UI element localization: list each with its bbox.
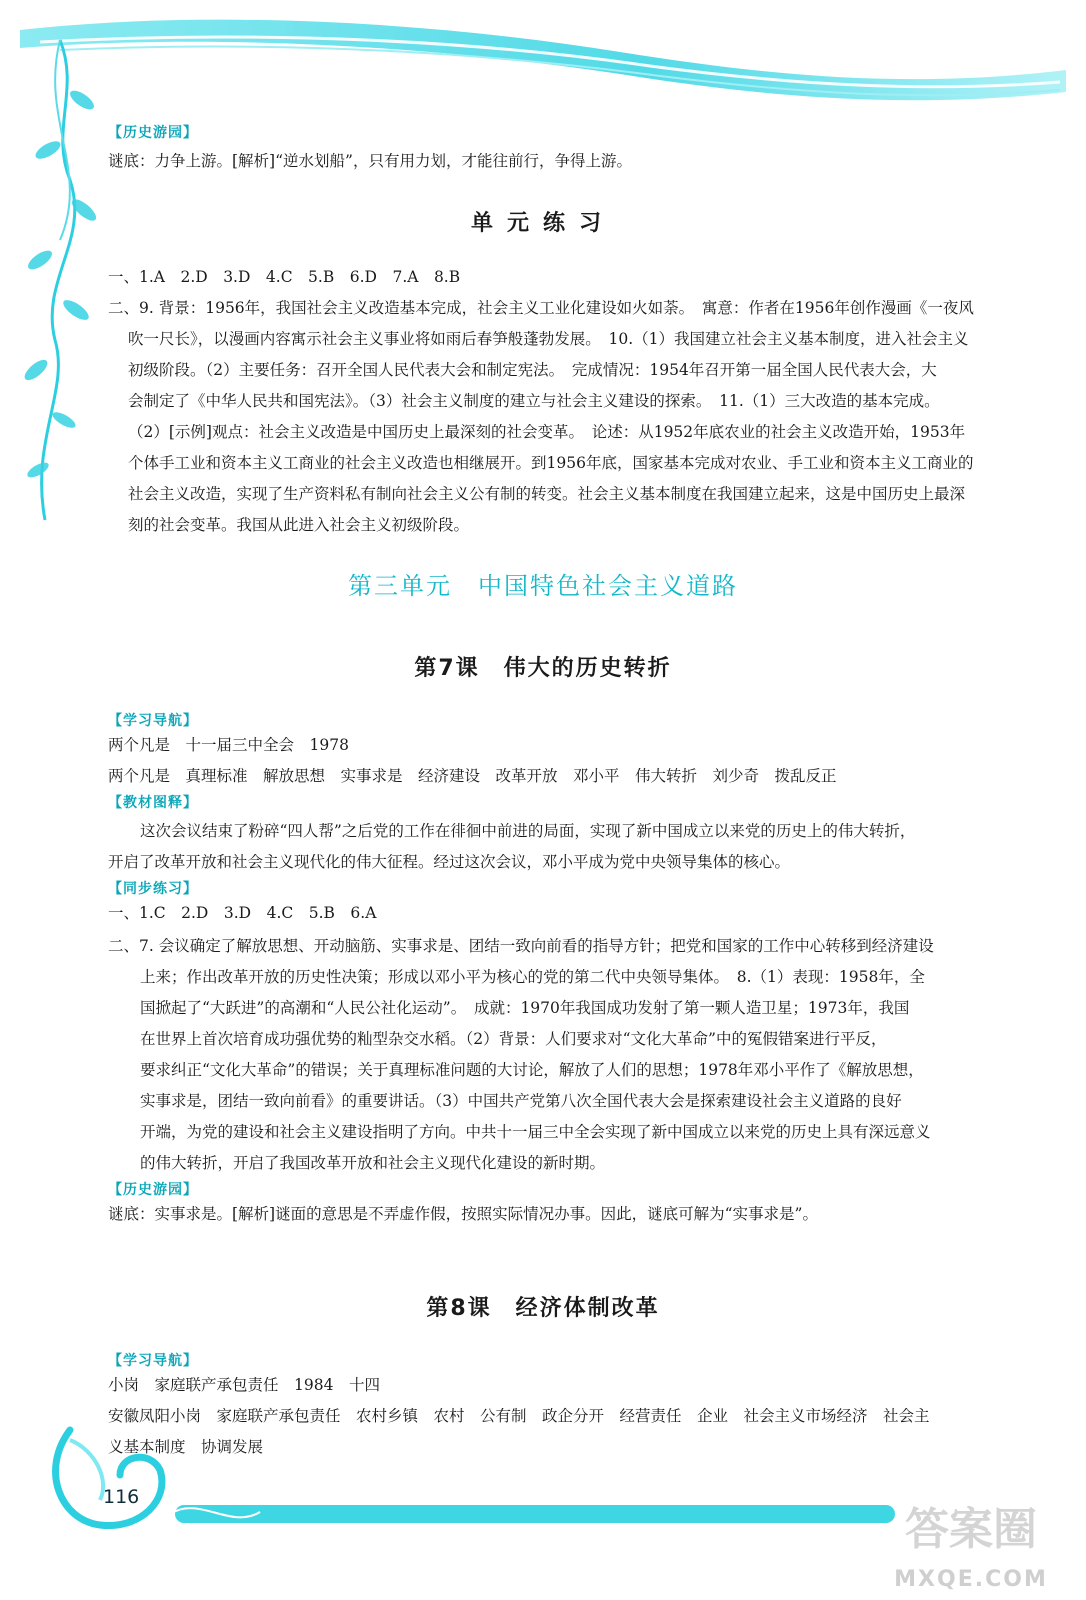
essay-line: 刻的社会变革。我国从此进入社会主义初级阶段。 (128, 516, 470, 534)
guide-line: 两个凡是 真理标准 解放思想 实事求是 经济建设 改革开放 邓小平 伟大转折 刘少奇 拨乱反正 (108, 767, 837, 785)
essay-line: 初级阶段。（2）主要任务：召开全国人民代表大会和制定宪法。 完成情况：1954年召开第一届全国人民代表大会，大 (128, 361, 937, 379)
essay-line: 实事求是，团结一致向前看》的重要讲话。（3）中国共产党第八次全国代表大会是探索建设社会主义道路的良好 (140, 1092, 902, 1110)
section-tag: 【历史游园】 (108, 125, 198, 141)
guide-line: 安徽凤阳小岗 家庭联产承包责任 农村乡镇 农村 公有制 政企分开 经营责任 企业 社会主义市场经济 社会主 (108, 1407, 930, 1425)
essay-line: 社会主义改造，实现了生产资料私有制向社会主义公有制的转变。社会主义基本制度在我国建立起来，这是中国历史上最深 (128, 485, 966, 503)
textbook-line: 开启了改革开放和社会主义现代化的伟大征程。经过这次会议，邓小平成为党中央领导集体的核心。 (108, 853, 791, 871)
essay-line: 个体手工业和资本主义工商业的社会主义改造也相继展开。到1956年底，国家基本完成对农业、手工业和资本主义工商业的 (128, 454, 974, 472)
essay-line: 会制定了《中华人民共和国宪法》。（3）社会主义制度的建立与社会主义建设的探索。 11.（1）三大改造的基本完成。 (128, 392, 940, 410)
watermark-site: MXQE.COM (894, 1567, 1048, 1592)
watermark-logo (886, 1492, 1056, 1592)
guide-line: 小岗 家庭联产承包责任 1984 十四 (108, 1376, 380, 1394)
lesson-8-body (108, 1350, 1046, 1463)
study-guide-tag: 【学习导航】 (108, 1353, 198, 1369)
essay-line: 国掀起了“大跃进”的高潮和“人民公社化运动”。 成就：1970年我国成功发射了第一颗人造卫星；1973年，我国 (140, 999, 910, 1017)
essay-line: （2）[示例]观点：社会主义改造是中国历史上最深刻的社会变革。 论述：从1952年底农业的社会主义改造开始，1953年 (128, 423, 966, 441)
study-guide-tag: 【学习导航】 (108, 713, 198, 729)
lesson-7-body (108, 710, 1046, 1230)
textbook-illustration-tag: 【教材图释】 (108, 795, 198, 811)
essay-line: 的伟大转折，开启了我国改革开放和社会主义现代化建设的新时期。 (140, 1154, 606, 1172)
history-garden-tag: 【历史游园】 (108, 1182, 198, 1198)
essay-line: 开端，为党的建设和社会主义建设指明了方向。中共十一届三中全会实现了新中国成立以来党的历史上具有深远意义 (140, 1123, 931, 1141)
page-number: 116 (103, 1486, 140, 1508)
essay-line: 上来；作出改革开放的历史性决策；形成以邓小平为核心的党的第二代中央领导集体。 8.（1）表现：1958年，全 (140, 968, 925, 986)
textbook-line: 这次会议结束了粉碎“四人帮”之后党的工作在徘徊中前进的局面，实现了新中国成立以来党的历史上的伟大转折， (140, 822, 916, 840)
riddle-answer: 谜底：实事求是。[解析]谜面的意思是不弄虚作假，按照实际情况办事。因此，谜底可解为“实事求是”。 (108, 1205, 818, 1223)
lesson-7-title: 第7课 伟大的历史转折 (414, 656, 672, 681)
top-history-garden (108, 122, 1046, 177)
top-wave-band (20, 20, 1066, 101)
guide-line: 义基本制度 协调发展 (108, 1438, 264, 1456)
unit-exercise-title: 单元练习 (470, 211, 615, 236)
bottom-band (175, 1505, 895, 1523)
essay-line: 要求纠正“文化大革命”的错误；关于真理标准问题的大讨论，解放了人们的思想；1978年邓小平作了《解放思想， (140, 1061, 924, 1079)
essay-line: 二、9. 背景：1956年，我国社会主义改造基本完成，社会主义工业化建设如火如荼。 寓意：作者在1956年创作漫画《一夜风 (108, 299, 974, 317)
answer-line: 谜底：力争上游。[解析]“逆水划船”，只有用力划，才能往前行，争得上游。 (108, 152, 632, 170)
section-title: 第三单元 中国特色社会主义道路 (348, 572, 738, 600)
mc-answers: 一、1.C 2.D 3.D 4.C 5.B 6.A (108, 904, 377, 922)
mc-answers: 一、1.A 2.D 3.D 4.C 5.B 6.D 7.A 8.B (108, 268, 461, 286)
unit-exercise-answers (108, 262, 1046, 541)
watermark-logo-text: 答案圈 (905, 1504, 1037, 1555)
left-vine (42, 40, 75, 520)
essay-line: 在世界上首次培育成功强优势的籼型杂交水稻。（2）背景：人们要求对“文化大革命”中的冤假错案进行平反， (140, 1030, 887, 1048)
essay-line: 吹一尺长》，以漫画内容寓示社会主义事业将如雨后春笋般蓬勃发展。 10.（1）我国建立社会主义基本制度，进入社会主义 (128, 330, 969, 348)
watermark-logo-graphic (886, 1492, 1056, 1562)
lesson-8-title: 第8课 经济体制改革 (426, 1296, 660, 1321)
essay-line: 二、7. 会议确定了解放思想、开动脑筋、实事求是、团结一致向前看的指导方针；把党和国家的工作中心转移到经济建设 (108, 937, 934, 955)
guide-line: 两个凡是 十一届三中全会 1978 (108, 736, 349, 754)
sync-exercise-tag: 【同步练习】 (108, 881, 198, 897)
